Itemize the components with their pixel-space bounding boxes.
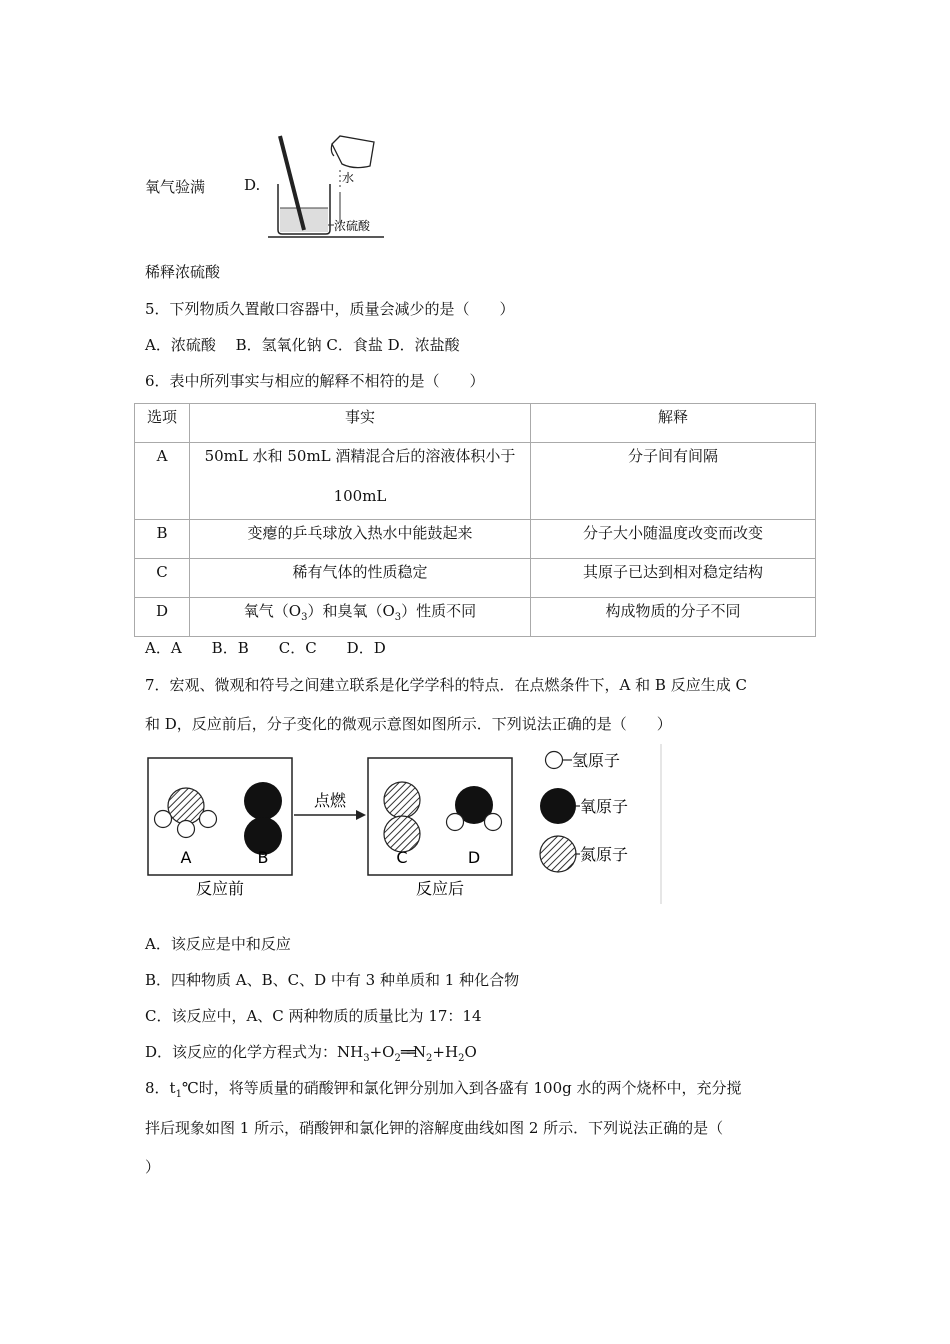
option-c-caption: 氧气验满 xyxy=(145,178,206,196)
q5-stem: 5．下列物质久置敞口容器中，质量会减少的是（ ） xyxy=(145,300,515,318)
oxygen-atom xyxy=(244,782,282,820)
label-d: D xyxy=(467,848,481,867)
q7-option-a: A．该反应是中和反应 xyxy=(145,935,291,953)
row-c-explain: 其原子已达到相对稳定结构 xyxy=(582,563,763,581)
row-a-explain: 分子间有间隔 xyxy=(627,447,718,465)
option-d-caption: 稀释浓硫酸 xyxy=(145,263,221,281)
arrow-label: 点燃 xyxy=(313,791,347,810)
q6-options: A．A B．B C．C D．D xyxy=(145,639,386,657)
row-d-fact: 氧气$(O_3)$和臭氧$(O_3)$性质不同 xyxy=(243,602,477,623)
row-a-fact-line1: 50mL 水和 50mL 酒精混合后的溶液体积小于 xyxy=(204,447,516,465)
hydrogen-atom xyxy=(178,821,195,838)
q6-stem: 6．表中所列事实与相应的解释不相符的是（ ） xyxy=(145,372,485,390)
reaction-diagram xyxy=(140,744,664,906)
pouring-cup xyxy=(332,136,374,168)
table-row xyxy=(135,559,816,598)
row-a-option: A xyxy=(156,447,168,465)
header-option: 选项 xyxy=(146,408,177,426)
table-row xyxy=(135,443,816,520)
dilution-figure xyxy=(266,130,386,242)
q8-stem-line2: 拌后现象如图 1 所示，硝酸钾和氯化钾的溶解度曲线如图 2 所示．下列说法正确的是（ xyxy=(145,1119,724,1137)
label-a: A xyxy=(180,848,192,867)
table-header-row xyxy=(135,404,816,443)
water-label: 水 xyxy=(342,171,355,185)
acid-label: 浓硫酸 xyxy=(334,219,371,233)
hydrogen-atom xyxy=(155,811,172,828)
row-d-explain: 构成物质的分子不同 xyxy=(605,602,741,620)
q7-option-b: B．四种物质 A、B、C、D 中有 3 种单质和 1 种化合物 xyxy=(145,971,520,989)
label-b: B xyxy=(257,848,269,867)
hydrogen-atom xyxy=(447,814,464,831)
legend-hydrogen-label: 氢原子 xyxy=(572,751,621,770)
row-b-fact: 变瘪的乒乓球放入热水中能鼓起来 xyxy=(247,524,473,542)
row-c-option: C xyxy=(156,563,168,581)
option-d-letter: D. xyxy=(244,176,261,194)
q7-stem-line1: 7．宏观、微观和符号之间建立联系是化学学科的特点．在点燃条件下，A 和 B 反应生成 C xyxy=(145,676,747,694)
table-row xyxy=(135,598,816,637)
row-b-explain: 分子大小随温度改变而改变 xyxy=(582,524,763,542)
row-b-option: B xyxy=(156,524,168,542)
facts-table xyxy=(134,403,816,637)
legend-nitrogen-label: 氮原子 xyxy=(580,845,629,864)
q7-option-d: D．该反应的化学方程式为：$NH_3+O_2══N_2+H_2O$ xyxy=(145,1043,477,1064)
row-c-fact: 稀有气体的性质稳定 xyxy=(292,563,428,581)
hydrogen-atom xyxy=(485,814,502,831)
legend-oxygen-label: 氧原子 xyxy=(580,797,629,816)
table-row xyxy=(135,520,816,559)
label-c: C xyxy=(396,848,408,867)
legend-nitrogen-icon xyxy=(540,836,576,872)
nitrogen-atom xyxy=(384,782,420,818)
nitrogen-atom-a xyxy=(168,788,204,824)
legend-oxygen-icon xyxy=(540,788,576,824)
row-a-fact-line2: 100mL xyxy=(333,487,387,505)
q8-stem-line3: ） xyxy=(145,1158,161,1176)
q5-options: A．浓硫酸 B．氢氧化钠 C．食盐 D．浓盐酸 xyxy=(145,336,460,354)
before-caption: 反应前 xyxy=(195,879,245,898)
q8-stem-line1: 8．$t_1℃$时，将等质量的硝酸钾和氯化钾分别加入到各盛有 100g 水的两个烧杯中，充分搅 xyxy=(145,1079,742,1100)
legend-hydrogen-icon xyxy=(546,752,563,769)
row-d-option: D xyxy=(155,602,169,620)
hydrogen-atom xyxy=(200,811,217,828)
header-fact: 事实 xyxy=(344,408,375,426)
q7-stem-line2: 和 D，反应前后，分子变化的微观示意图如图所示．下列说法正确的是（ ） xyxy=(145,715,672,733)
nitrogen-atom xyxy=(384,816,420,852)
header-explain: 解释 xyxy=(657,408,688,426)
after-caption: 反应后 xyxy=(415,879,465,898)
q7-option-c: C．该反应中，A、C 两种物质的质量比为 17：14 xyxy=(145,1007,482,1025)
